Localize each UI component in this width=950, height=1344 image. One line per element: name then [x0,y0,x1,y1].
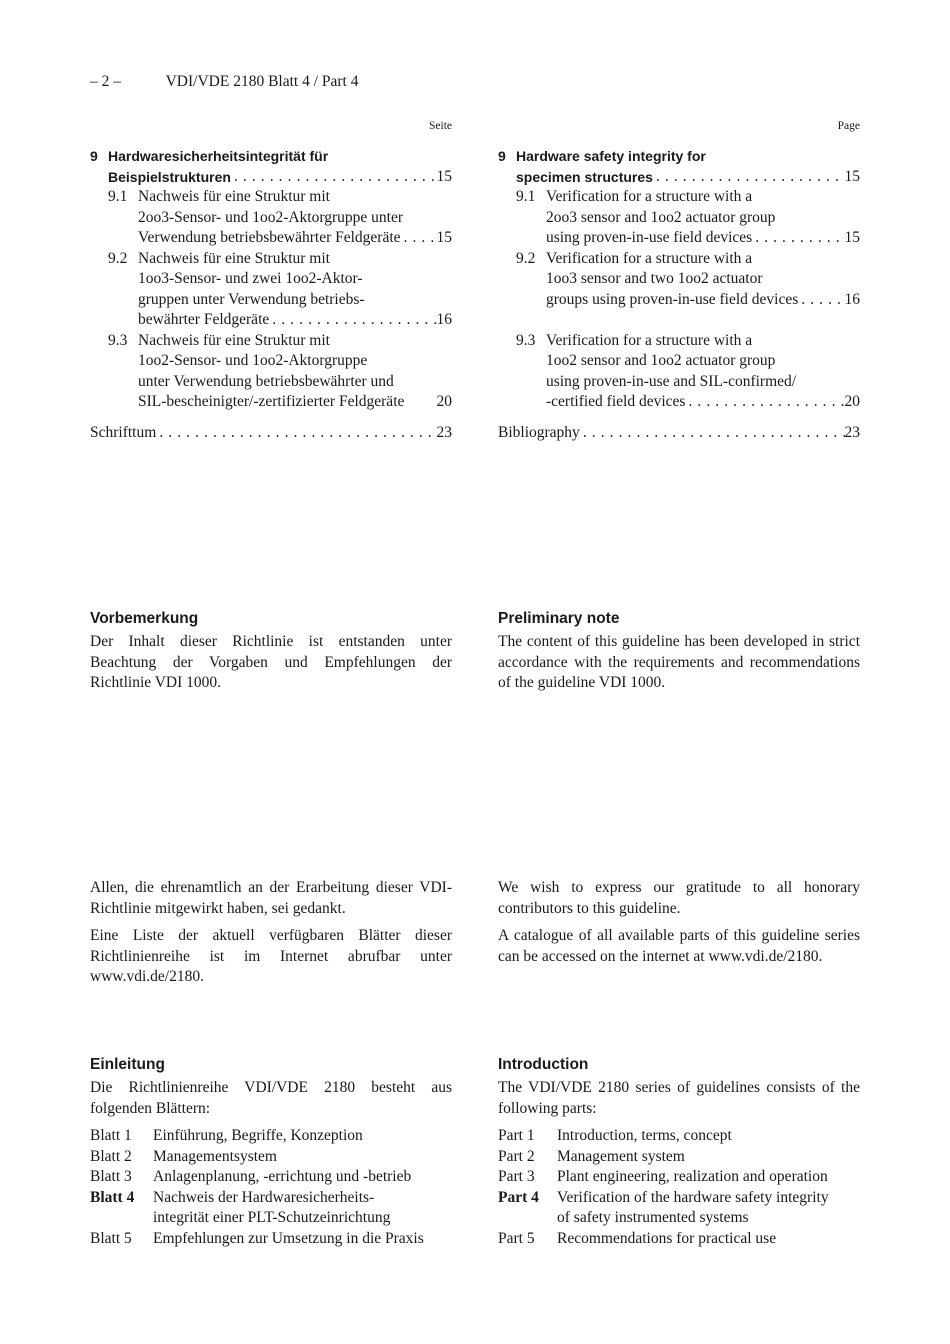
toc-entry: unter Verwendung betriebsbewährter und [138,372,394,390]
toc-entry: groups using proven-in-use field devices . . . 16 [498,290,860,311]
intro-heading-en: Introduction [498,1056,589,1073]
intro-text-de: Die Richtlinienreihe VDI/VDE 2180 besteht aus folgenden Blättern: [90,1079,452,1117]
toc-en [498,146,860,443]
document-title: VDI/VDE 2180 Blatt 4 / Part 4 [165,73,359,90]
toc-spacer [498,310,860,331]
toc-entry: specimen structures . . . 15 [498,167,860,188]
toc-entry: 2oo3-Sensor- und 1oo2-Aktorgruppe unter [138,208,404,226]
catalogue-text-de: Eine Liste der aktuell verfügbaren Blätter dieser Richtlinienreihe ist im Internet abrufbar unter www.vdi.de/2180. [90,927,452,985]
prelim-section-en [498,608,860,701]
toc-entry: Beispielstrukturen . . . 15 [90,167,452,188]
thanks-section-en [498,878,860,974]
parts-list-de [90,1126,452,1249]
toc-entry: using proven-in-use and SIL-confirmed/ [546,372,797,390]
thanks-text-en: We wish to express our gratitude to all honorary contributors to this guideline. [498,879,860,917]
toc-entry: 1oo3-Sensor- und zwei 1oo2-Aktor- [138,270,363,287]
intro-heading-de: Einleitung [90,1056,165,1073]
prelim-text-en: The content of this guideline has been developed in strict accordance with the requirements and recommendations of the guideline VDI 1000. [498,633,860,691]
list-item: Blatt 1 Einführung, Begriffe, Konzeption [90,1127,363,1144]
list-item: Blatt 3 Anlagenplanung, -errichtung und -betrieb [90,1168,412,1185]
toc-entry: Verwendung betriebsbewährter Feldgeräte . . . 15 [90,228,452,249]
thanks-section-de [90,878,452,995]
prelim-section-de [90,608,452,701]
toc-entry: 9.3 Verification for a structure with a [516,331,753,349]
list-item-current: Part 4 Verification of the hardware safety integrity of safety instrumented systems [498,1188,829,1226]
list-item: Blatt 2 Managementsystem [90,1147,277,1165]
toc-entry: 2oo3 sensor and 1oo2 actuator group [546,208,776,226]
parts-list-en [498,1126,860,1249]
page-header [90,73,358,91]
toc-de [90,146,452,443]
list-item: Part 5 Recommendations for practical use [498,1229,777,1247]
toc-entry: 9.1 Verification for a structure with a [516,188,753,205]
toc-entry: 1oo2-Sensor- und 1oo2-Aktorgruppe [138,352,368,369]
toc-entry: -certified field devices . . . 20 [498,392,860,413]
page-number: – 2 – [90,73,121,90]
list-item: Blatt 5 Empfehlungen zur Umsetzung in die Praxis [90,1229,424,1247]
prelim-text-de: Der Inhalt dieser Richtlinie ist entstanden unter Beachtung der Vorgaben und Empfehlungen der Richtlinie VDI 1000. [90,633,452,691]
intro-section-en [498,1054,860,1249]
toc-entry: SIL-bescheinigter/-zertifizierter Feldgeräte 20 [138,393,452,410]
toc-entry: 9.1 Nachweis für eine Struktur mit [108,188,330,205]
thanks-text-de: Allen, die ehrenamtlich an der Erarbeitung dieser VDI-Richtlinie mitgewirkt haben, sei gedankt. [90,879,452,917]
toc-entry: gruppen unter Verwendung betriebs- [138,290,365,308]
toc-page-label-en: Page [837,120,860,132]
list-item: Part 3 Plant engineering, realization and operation [498,1168,828,1185]
toc-page-label-de: Seite [429,120,452,132]
list-item-current: Blatt 4 Nachweis der Hardwaresicherheits- integrität einer PLT-Schutzeinrichtung [90,1188,391,1226]
toc-entry: 9.2 Nachweis für eine Struktur mit [108,249,330,267]
prelim-heading-de: Vorbemerkung [90,610,199,627]
toc-entry: bewährter Feldgeräte . . . 16 [90,310,452,331]
toc-bibliography-de: Schrifttum . . . 23 [90,423,452,444]
prelim-heading-en: Preliminary note [498,610,620,627]
toc-chapter-9-de: 9 Hardwaresicherheitsintegrität für [90,148,329,164]
toc-bibliography-en: Bibliography . . . 23 [498,423,860,444]
catalogue-text-en: A catalogue of all available parts of this guideline series can be accessed on the internet at www.vdi.de/2180. [498,927,860,965]
toc-entry: using proven-in-use field devices . . . 15 [498,228,860,249]
toc-entry: 1oo2 sensor and 1oo2 actuator group [546,352,776,369]
list-item: Part 2 Management system [498,1147,685,1165]
toc-entry: 9.3 Nachweis für eine Struktur mit [108,331,330,349]
list-item: Part 1 Introduction, terms, concept [498,1127,732,1144]
toc-chapter-9-en: 9 Hardware safety integrity for [498,148,706,164]
intro-section-de [90,1054,452,1249]
intro-text-en: The VDI/VDE 2180 series of guidelines consists of the following parts: [498,1079,860,1117]
toc-entry: 9.2 Verification for a structure with a [516,249,753,267]
toc-entry: 1oo3 sensor and two 1oo2 actuator [546,270,763,287]
